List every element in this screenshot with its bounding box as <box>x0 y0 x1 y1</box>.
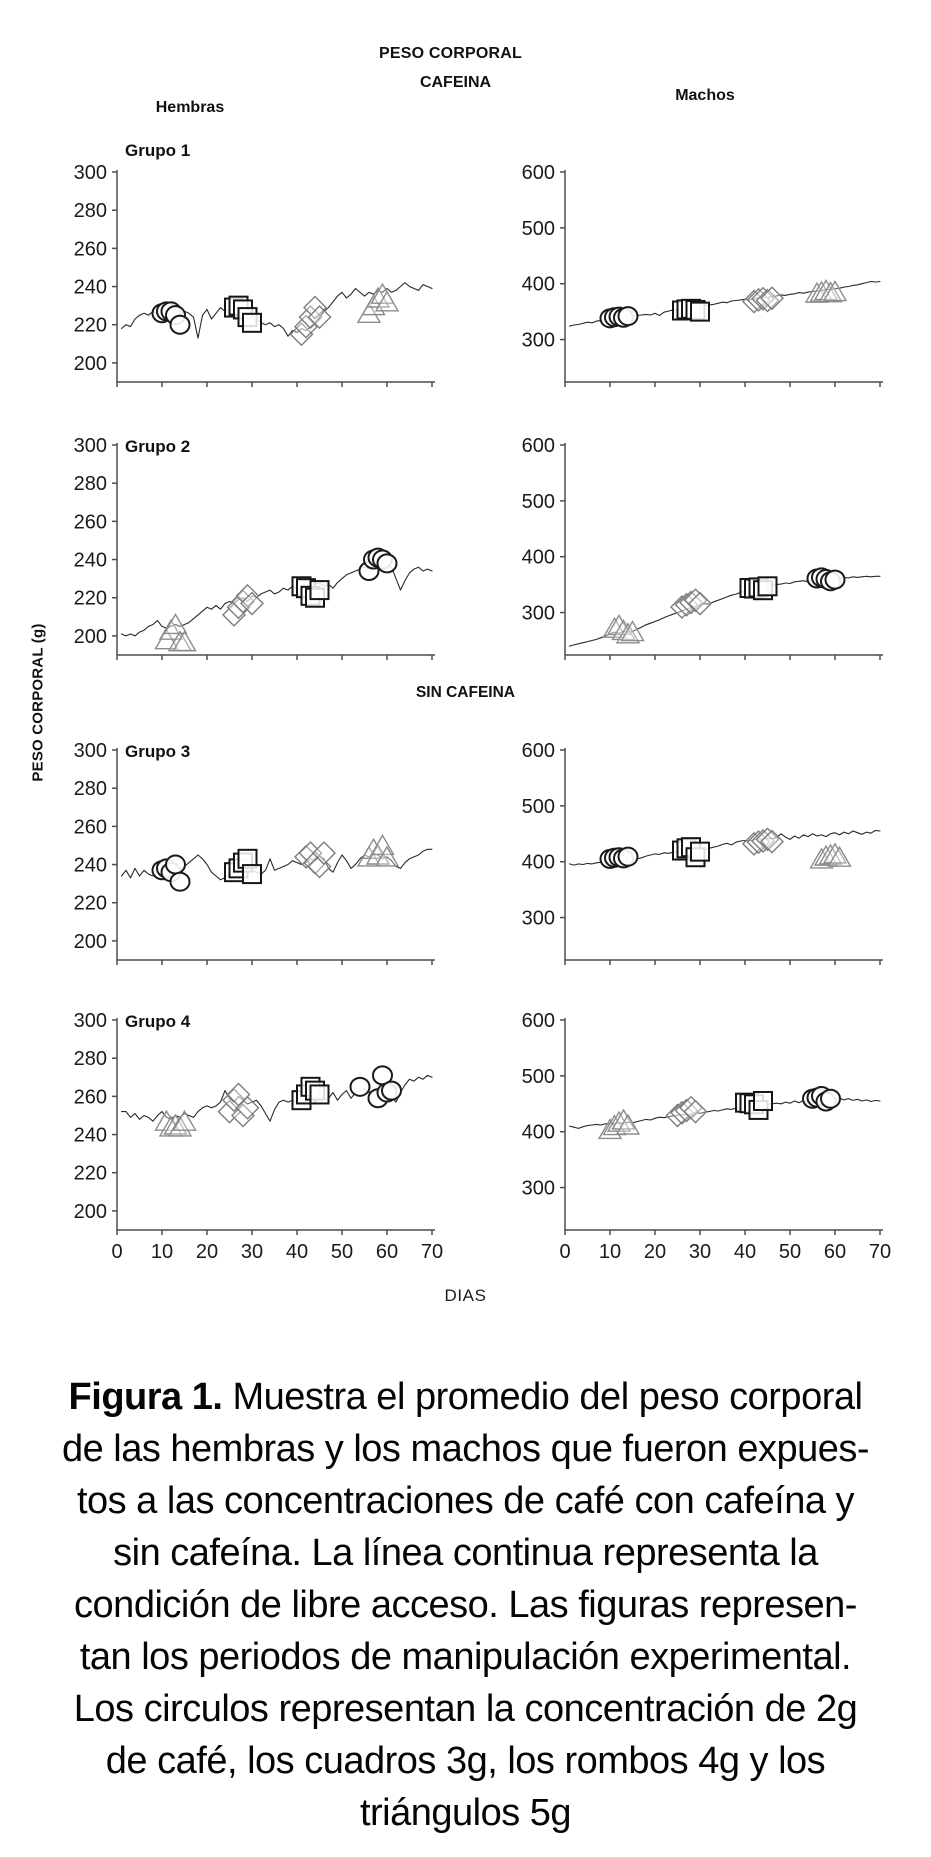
svg-text:400: 400 <box>521 851 555 874</box>
svg-text:600: 600 <box>521 742 555 762</box>
svg-text:500: 500 <box>521 795 555 818</box>
svg-text:400: 400 <box>521 546 555 569</box>
chart-grupo1-hembras <box>55 164 445 390</box>
caption-line: condición de libre acceso. Las figuras represen- <box>74 1584 857 1626</box>
caption-line: sin cafeína. La línea continua representa la <box>113 1532 818 1574</box>
svg-text:240: 240 <box>73 1124 107 1147</box>
svg-text:40: 40 <box>285 1241 309 1263</box>
svg-text:600: 600 <box>521 1012 555 1032</box>
section-label-sin-cafeina: SIN CAFEINA <box>415 684 516 701</box>
svg-text:300: 300 <box>73 742 107 762</box>
svg-text:0: 0 <box>111 1241 123 1263</box>
caption-lead: Figura 1. <box>68 1376 223 1418</box>
svg-text:200: 200 <box>73 352 107 375</box>
svg-text:280: 280 <box>73 778 107 801</box>
group-title-grupo3: Grupo 3 <box>125 742 191 761</box>
svg-text:280: 280 <box>73 200 107 223</box>
figure-caption <box>4 1371 927 1839</box>
svg-text:240: 240 <box>73 549 107 572</box>
svg-text:220: 220 <box>73 892 107 915</box>
svg-text:500: 500 <box>521 490 555 513</box>
column-header-machos: Machos <box>675 87 735 104</box>
svg-text:260: 260 <box>73 511 107 534</box>
caption-line: tan los periodos de manipulación experimental. <box>79 1636 852 1678</box>
svg-text:280: 280 <box>73 473 107 496</box>
chart-svg-grupo3-machos <box>503 742 893 968</box>
group-title-grupo2: Grupo 2 <box>125 437 191 456</box>
y-axis-label: PESO CORPORAL (g) <box>29 623 47 782</box>
svg-text:0: 0 <box>559 1241 571 1263</box>
caption-line: Los circulos representan la concentración de 2g <box>73 1688 858 1730</box>
chart-cell-grupo4-hembras <box>55 1012 445 1268</box>
chart-grupo3-hembras <box>55 742 445 968</box>
svg-text:220: 220 <box>73 587 107 610</box>
svg-text:200: 200 <box>73 1200 107 1223</box>
chart-cell-grupo1-machos <box>503 164 893 390</box>
svg-text:40: 40 <box>733 1241 757 1263</box>
svg-text:300: 300 <box>73 437 107 457</box>
svg-text:260: 260 <box>73 816 107 839</box>
svg-text:300: 300 <box>521 907 555 930</box>
chart-cell-grupo3-hembras <box>55 742 445 968</box>
chart-grupo1-machos <box>503 164 893 390</box>
svg-text:300: 300 <box>73 1012 107 1032</box>
svg-text:200: 200 <box>73 625 107 648</box>
svg-text:220: 220 <box>73 314 107 337</box>
svg-text:70: 70 <box>868 1241 892 1263</box>
caption-line: triángulos 5g <box>359 1792 572 1834</box>
svg-text:220: 220 <box>73 1162 107 1185</box>
svg-text:240: 240 <box>73 276 107 299</box>
svg-text:300: 300 <box>73 164 107 184</box>
chart-svg-grupo1-hembras <box>55 164 445 390</box>
svg-text:10: 10 <box>150 1241 174 1263</box>
chart-row-grupo1 <box>55 141 893 390</box>
svg-text:300: 300 <box>521 602 555 625</box>
caption-line-1-rest: Muestra el promedio del peso corporal <box>232 1376 863 1418</box>
chart-svg-grupo2-hembras <box>55 437 445 663</box>
chart-cell-grupo1-hembras <box>55 141 445 390</box>
chart-grupo4-machos <box>503 1012 893 1268</box>
chart-row-grupo4 <box>55 1012 893 1268</box>
caption-line: tos a las concentraciones de café con cafeína y <box>76 1480 855 1522</box>
svg-text:10: 10 <box>598 1241 622 1263</box>
column-header-hembras: Hembras <box>155 99 225 116</box>
svg-text:60: 60 <box>375 1241 399 1263</box>
svg-text:280: 280 <box>73 1048 107 1071</box>
chart-row-grupo3 <box>55 742 893 968</box>
svg-text:50: 50 <box>778 1241 802 1263</box>
chart-cell-grupo2-hembras <box>55 437 445 663</box>
chart-grupo3-machos <box>503 742 893 968</box>
svg-text:600: 600 <box>521 164 555 184</box>
svg-text:30: 30 <box>240 1241 264 1263</box>
caption-line: de las hembras y los machos que fueron expues- <box>61 1428 870 1470</box>
svg-text:500: 500 <box>521 1065 555 1088</box>
svg-text:260: 260 <box>73 1086 107 1109</box>
svg-text:20: 20 <box>643 1241 667 1263</box>
chart-grupo2-machos <box>503 437 893 663</box>
figure-subtitle: CAFEINA <box>419 74 492 91</box>
group-title-grupo4: Grupo 4 <box>125 1012 191 1031</box>
svg-text:200: 200 <box>73 930 107 953</box>
svg-text:30: 30 <box>688 1241 712 1263</box>
svg-text:300: 300 <box>521 329 555 352</box>
chart-cell-grupo4-machos <box>503 1012 893 1268</box>
group-title-grupo1: Grupo 1 <box>125 141 191 160</box>
svg-text:240: 240 <box>73 854 107 877</box>
svg-text:60: 60 <box>823 1241 847 1263</box>
svg-text:50: 50 <box>330 1241 354 1263</box>
svg-text:400: 400 <box>521 273 555 296</box>
svg-text:600: 600 <box>521 437 555 457</box>
chart-cell-grupo3-machos <box>503 742 893 968</box>
chart-grupo4-hembras <box>55 1012 445 1268</box>
chart-cell-grupo2-machos <box>503 437 893 663</box>
chart-grupo2-hembras <box>55 437 445 663</box>
chart-svg-grupo1-machos <box>503 164 893 390</box>
svg-text:20: 20 <box>195 1241 219 1263</box>
caption-line: de café, los cuadros 3g, los rombos 4g y los <box>105 1740 826 1782</box>
svg-text:300: 300 <box>521 1177 555 1200</box>
svg-text:400: 400 <box>521 1121 555 1144</box>
chart-row-grupo2 <box>55 437 893 663</box>
svg-text:500: 500 <box>521 217 555 240</box>
chart-svg-grupo4-hembras <box>55 1012 445 1268</box>
chart-svg-grupo2-machos <box>503 437 893 663</box>
chart-svg-grupo3-hembras <box>55 742 445 968</box>
svg-text:70: 70 <box>420 1241 444 1263</box>
caption-line <box>4 1371 927 1423</box>
chart-svg-grupo4-machos <box>503 1012 893 1268</box>
svg-text:260: 260 <box>73 238 107 261</box>
x-axis-label: DIAS <box>444 1286 487 1305</box>
figure-title: PESO CORPORAL <box>378 45 523 62</box>
